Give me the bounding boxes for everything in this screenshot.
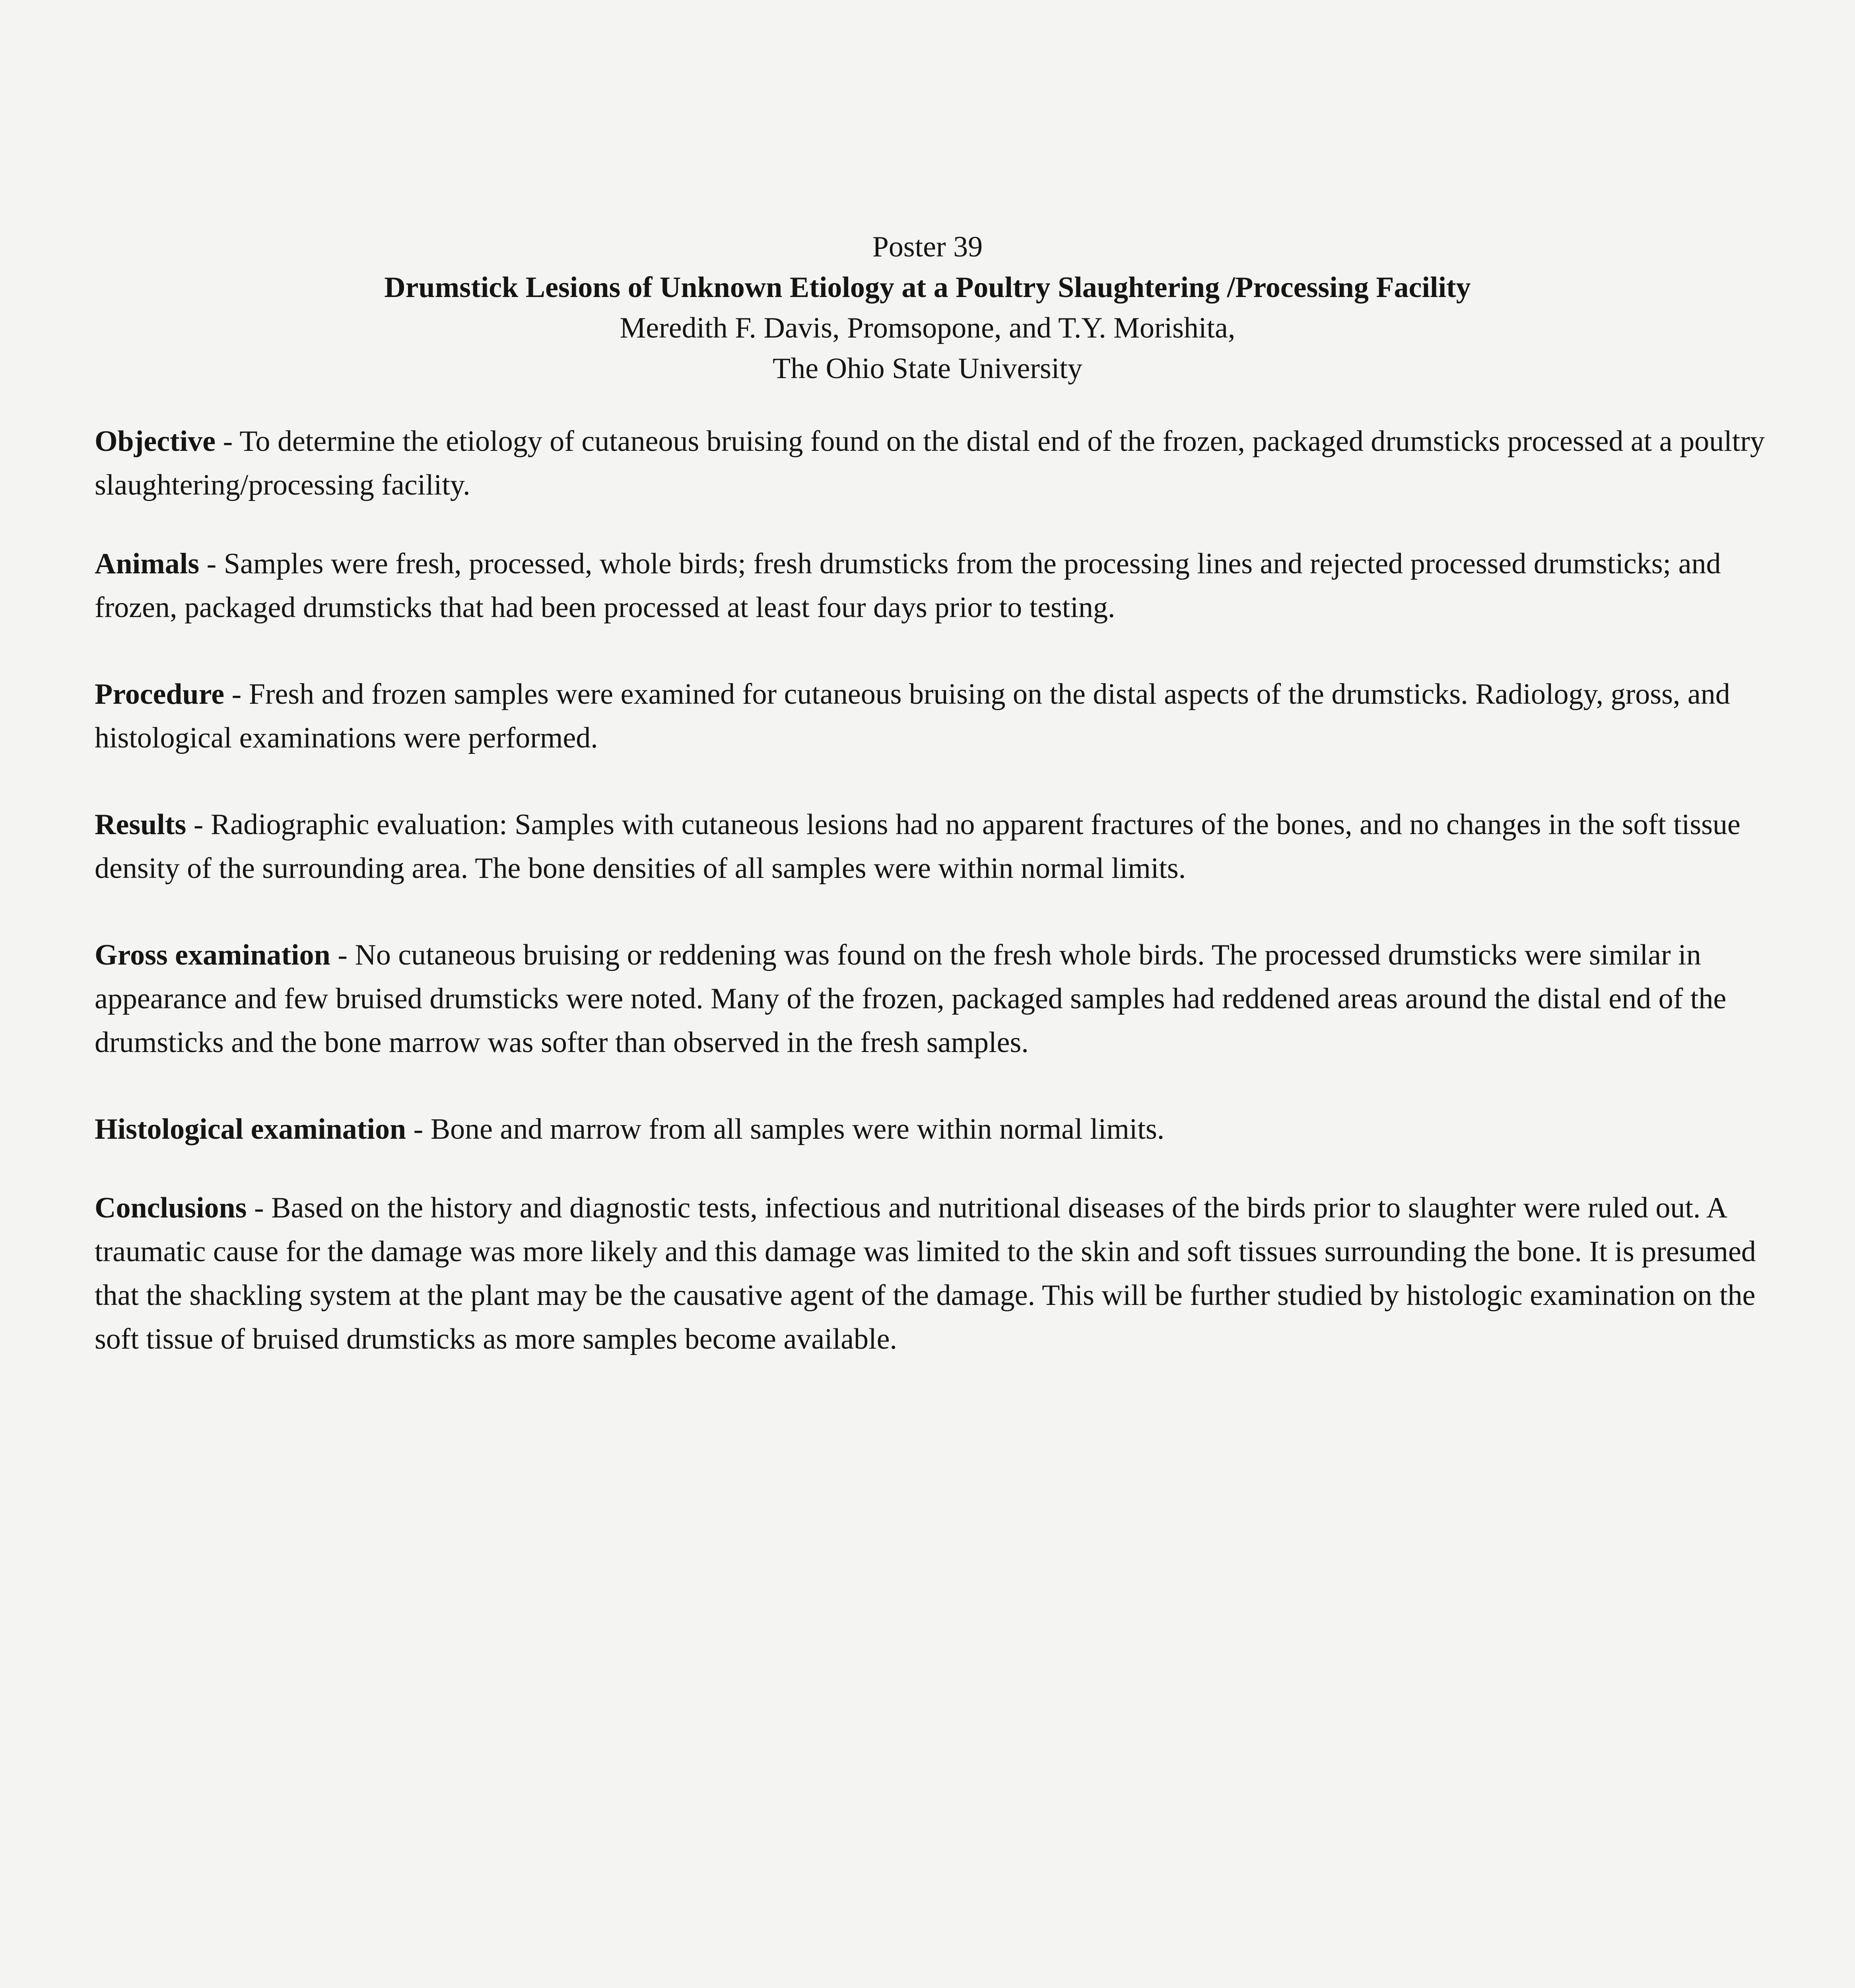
section-results: Results - Radiographic evaluation: Samples with cutaneous lesions had no apparent fractures of the bones, and no changes in the soft tissue density of the surrounding area. The bone densities of all samples were within normal limits. <box>95 808 1740 885</box>
section-label-procedure: Procedure <box>95 678 225 711</box>
abstract-body <box>95 419 1765 1361</box>
section-text-conclusions: Based on the history and diagnostic tests, infectious and nutritional diseases of the birds prior to slaughter were ruled out. A traumatic cause for the damage was more likely and this damage was limited to the skin and soft tissues surrounding the bone. It is presumed that the shackling system at the plant may be the causative agent of the damage. This will be further studied by histologic examination on the soft tissue of bruised drumsticks as more samples become available. <box>95 1192 1756 1355</box>
section-text-gross-examination: No cutaneous bruising or reddening was found on the fresh whole birds. The processed drumsticks were similar in appearance and few bruised drumsticks were noted. Many of the frozen, packaged samples had reddened areas around the distal end of the drumsticks and the bone marrow was softer than observed in the fresh samples. <box>95 939 1727 1059</box>
section-label-conclusions: Conclusions <box>95 1192 247 1224</box>
section-text-procedure: Fresh and frozen samples were examined for cutaneous bruising on the distal aspects of the drumsticks. Radiology, gross, and histological examinations were performed. <box>95 678 1730 754</box>
poster-institution: The Ohio State University <box>773 352 1082 385</box>
poster-title: Drumstick Lesions of Unknown Etiology at a Poultry Slaughtering /Processing Facility <box>384 271 1471 304</box>
section-text-animals: Samples were fresh, processed, whole birds; fresh drumsticks from the processing lines and rejected processed drumsticks; and frozen, packaged drumsticks that had been processed at least four days prior to testing. <box>95 547 1721 624</box>
section-label-results: Results <box>95 808 186 841</box>
section-text-objective: To determine the etiology of cutaneous bruising found on the distal end of the frozen, packaged drumsticks processed at a poultry slaughtering/processing facility. <box>95 425 1765 501</box>
section-label-animals: Animals <box>95 547 200 580</box>
section-gross-examination: Gross examination - No cutaneous bruising or reddening was found on the fresh whole birds. The processed drumsticks were similar in appearance and few bruised drumsticks were noted. Many of the frozen, packaged samples had reddened areas around the distal end of the drumsticks and the bone marrow was softer than observed in the fresh samples. <box>95 939 1727 1059</box>
section-conclusions: Conclusions - Based on the history and diagnostic tests, infectious and nutritional diseases of the birds prior to slaughter were ruled out. A traumatic cause for the damage was more likely and this damage was limited to the skin and soft tissues surrounding the bone. It is presumed that the shackling system at the plant may be the causative agent of the damage. This will be further studied by histologic examination on the soft tissue of bruised drumsticks as more samples become available. <box>95 1192 1756 1355</box>
poster-label: Poster 39 <box>872 231 983 263</box>
section-label-objective: Objective <box>95 425 216 458</box>
section-animals: Animals - Samples were fresh, processed, whole birds; fresh drumsticks from the processing lines and rejected processed drumsticks; and frozen, packaged drumsticks that had been processed at least four days prior to testing. <box>95 547 1721 624</box>
section-objective: Objective - To determine the etiology of cutaneous bruising found on the distal end of the frozen, packaged drumsticks processed at a poultry slaughtering/processing facility. <box>95 425 1765 501</box>
poster-header <box>0 227 1855 389</box>
section-label-gross-examination: Gross examination <box>95 939 330 971</box>
poster-authors: Meredith F. Davis, Promsopone, and T.Y. Morishita, <box>620 312 1235 344</box>
section-text-results: Radiographic evaluation: Samples with cutaneous lesions had no apparent fractures of the bones, and no changes in the soft tissue density of the surrounding area. The bone densities of all samples were within normal limits. <box>95 808 1740 885</box>
section-procedure: Procedure - Fresh and frozen samples were examined for cutaneous bruising on the distal aspects of the drumsticks. Radiology, gross, and histological examinations were performed. <box>95 678 1730 754</box>
section-label-histological-examination: Histological examination <box>95 1113 406 1145</box>
section-text-histological-examination: Bone and marrow from all samples were within normal limits. <box>430 1113 1165 1145</box>
section-histological-examination: Histological examination - Bone and marrow from all samples were within normal limits. <box>95 1113 1165 1145</box>
